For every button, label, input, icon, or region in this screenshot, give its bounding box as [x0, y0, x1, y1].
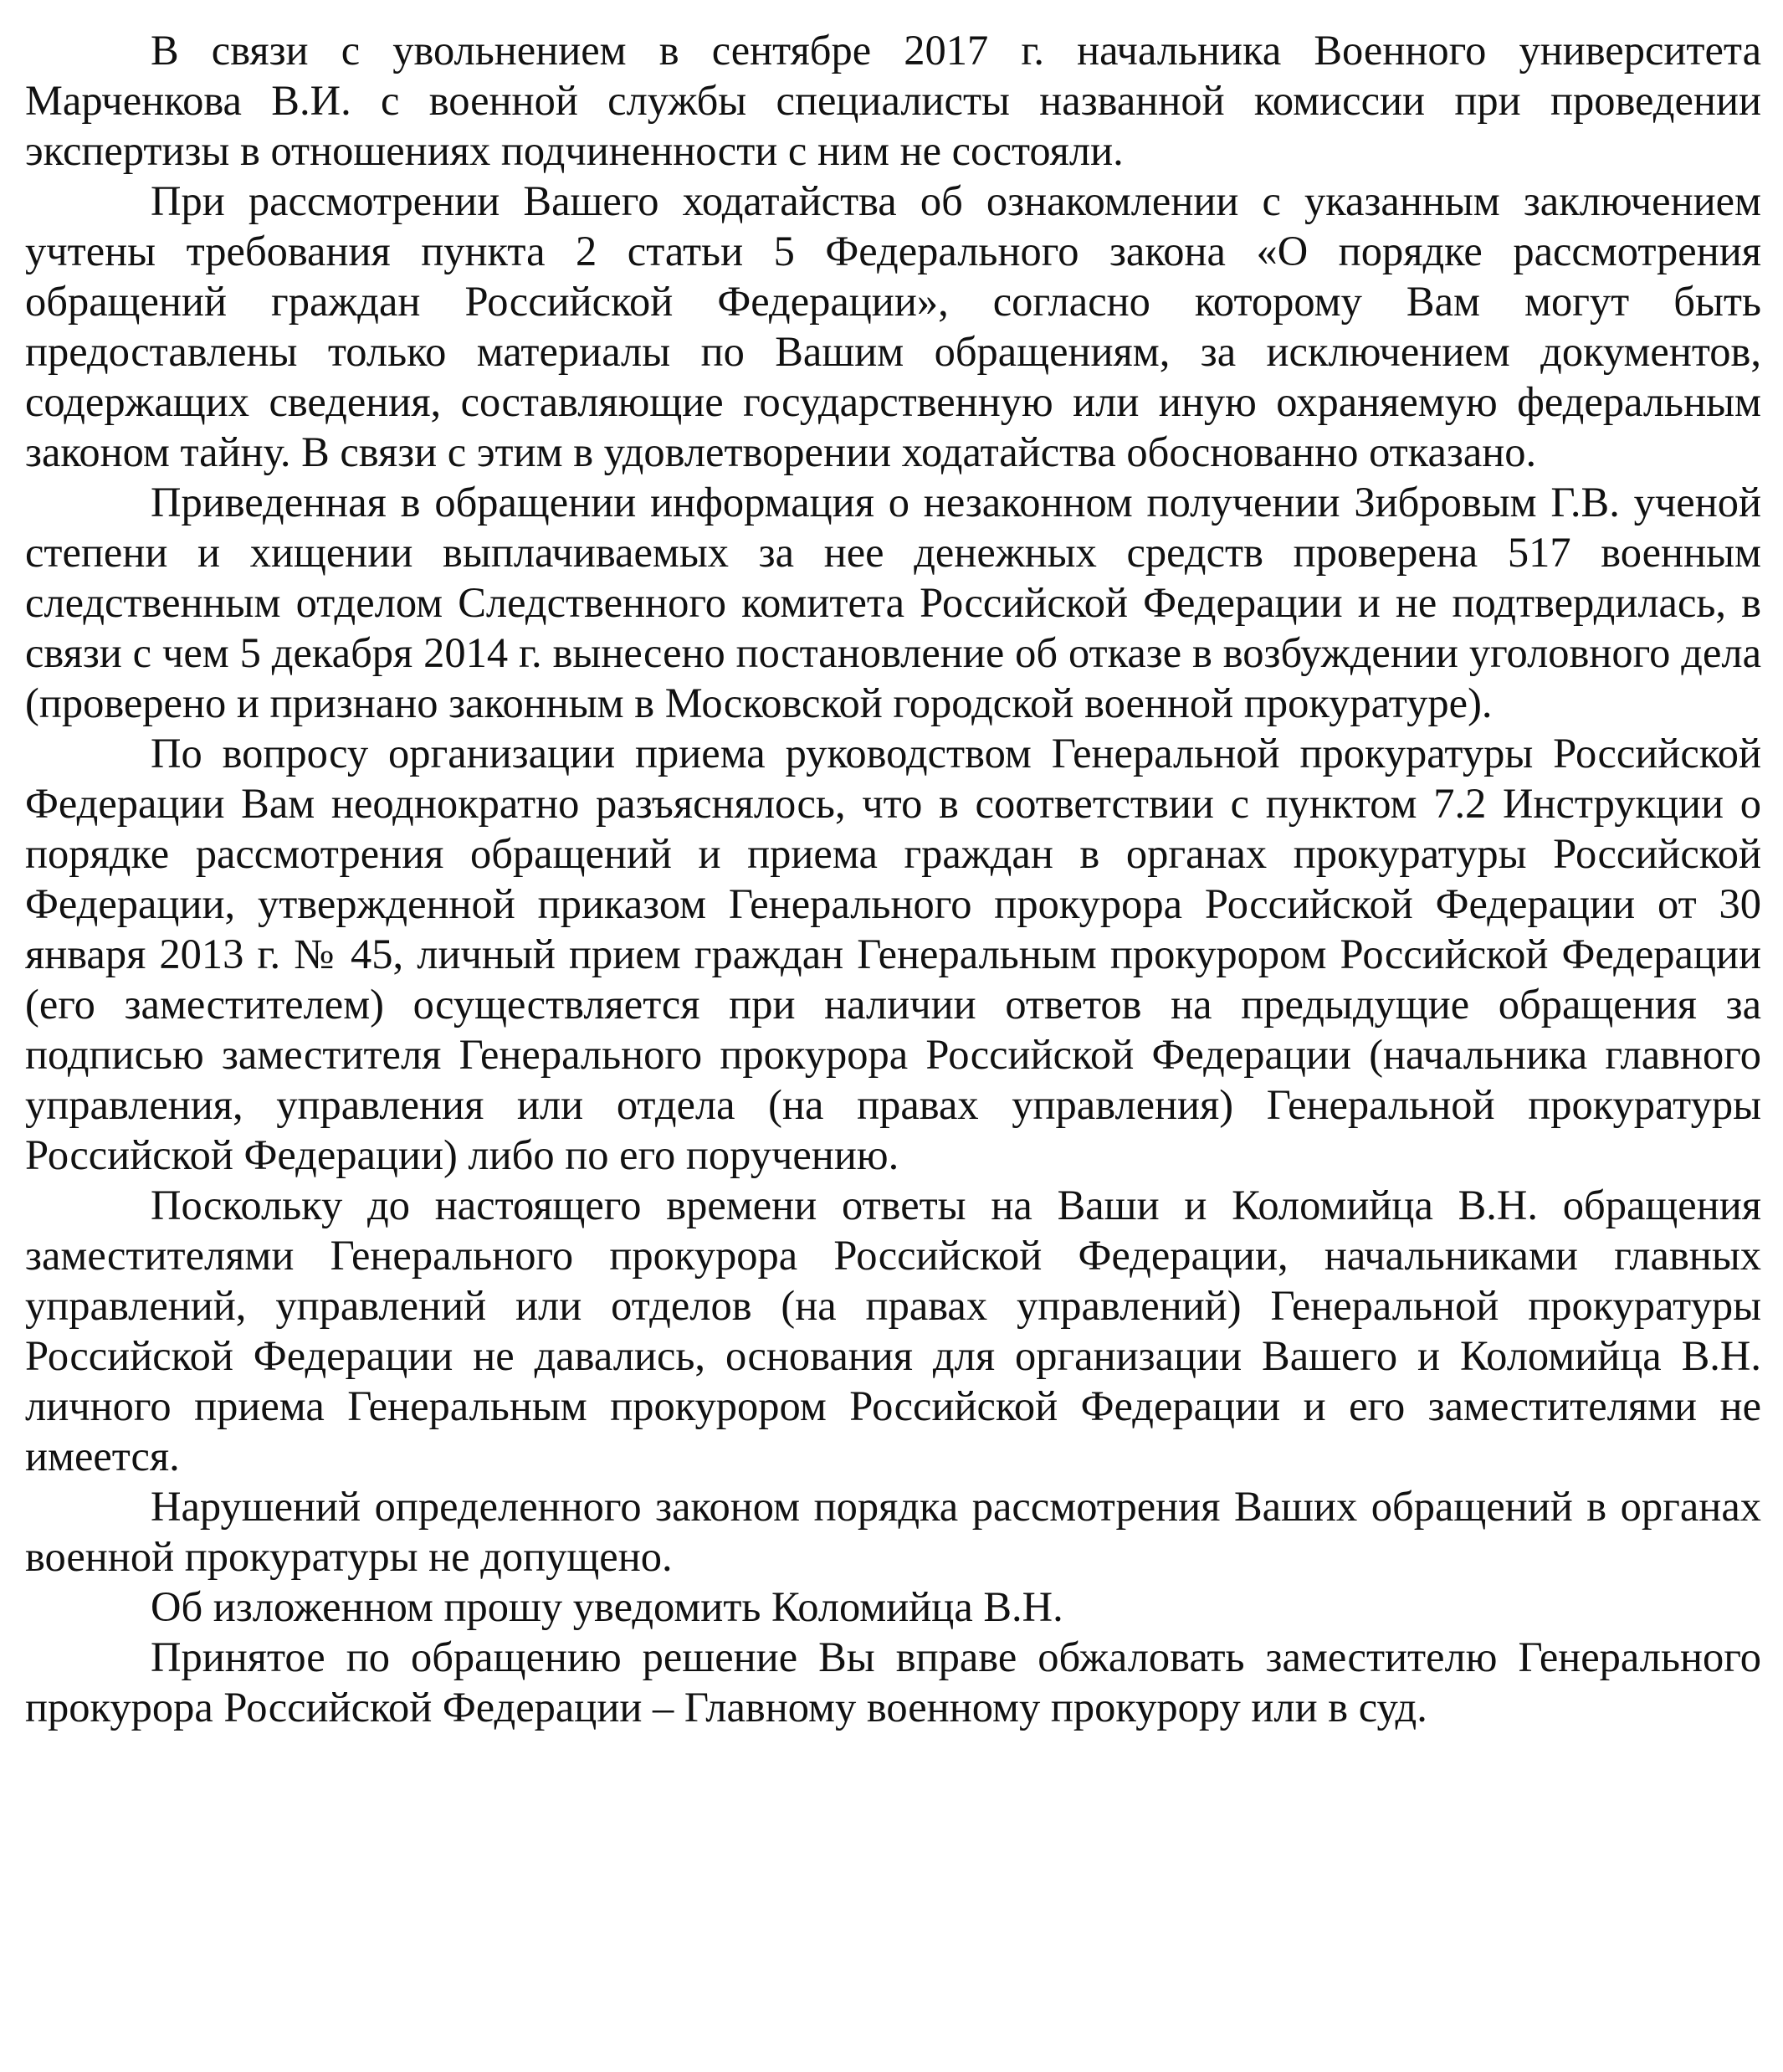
paragraph-reception-rules: По вопросу организации приема руководством Генеральной прокуратуры Российской Федерации Вам неоднократно разъяснялось, что в соответствии с пунктом 7.2 Инструкции о порядке рассмотрения обращений и приема граждан в органах прокуратуры Российской Федерации, утвержденной приказом Генерального прокурора Российской Федерации от 30 января 2013 г. № 45, личный прием граждан Генеральным прокурором Российской Федерации (его заместителем) осуществляется при наличии ответов на предыдущие обращения за подписью заместителя Генерального прокурора Российской Федерации (начальника главного управления, управления или отдела (на правах управления) Генеральной прокуратуры Российской Федерации) либо по его поручению.: [25, 730, 1761, 1178]
cut-off-line: [25, 1732, 1761, 1757]
paragraph-degree-check: Приведенная в обращении информация о незаконном получении Зибровым Г.В. ученой степени и хищении выплачиваемых за нее денежных средств проверена 517 военным следственным отделом Следственного комитета Российской Федерации и не подтвердилась, в связи с чем 5 декабря 2014 г. вынесено постановление об отказе в возбуждении уголовного дела (проверено и признано законным в Московской городской военной прокуратуре).: [25, 479, 1761, 726]
paragraph-petition-refusal: При рассмотрении Вашего ходатайства об ознакомлении с указанным заключением учтены требования пункта 2 статьи 5 Федерального закона «О порядке рассмотрения обращений граждан Российской Федерации», согласно которому Вам могут быть предоставлены только материалы по Вашим обращениям, за исключением документов, содержащих сведения, составляющие государственную или иную охраняемую федеральным законом тайну. В связи с этим в удовлетворении ходатайства обоснованно отказано.: [25, 177, 1761, 475]
paragraph-appeal-rights: Принятое по обращению решение Вы вправе обжаловать заместителю Генерального прокурора Российской Федерации – Главному военному прокурору или в суд.: [25, 1633, 1761, 1731]
paragraph-notify: Об изложенном прошу уведомить Коломийца В.Н.: [151, 1583, 1063, 1630]
letter-page: [25, 25, 1761, 1757]
paragraph-commission-independence: В связи с увольнением в сентябре 2017 г. начальника Военного университета Марченкова В.И. с военной службы специалисты названной комиссии при проведении экспертизы в отношениях подчиненности с ним не состояли.: [25, 27, 1761, 174]
paragraph-no-grounds: Поскольку до настоящего времени ответы на Ваши и Коломийца В.Н. обращения заместителями Генерального прокурора Российской Федерации, начальниками главных управлений, управлений или отделов (на правах управлений) Генеральной прокуратуры Российской Федерации не давались, основания для организации Вашего и Коломийца В.Н. личного приема Генеральным прокурором Российской Федерации и его заместителями не имеется.: [25, 1182, 1761, 1480]
paragraph-no-violations: Нарушений определенного законом порядка рассмотрения Ваших обращений в органах военной прокуратуры не допущено.: [25, 1483, 1761, 1580]
